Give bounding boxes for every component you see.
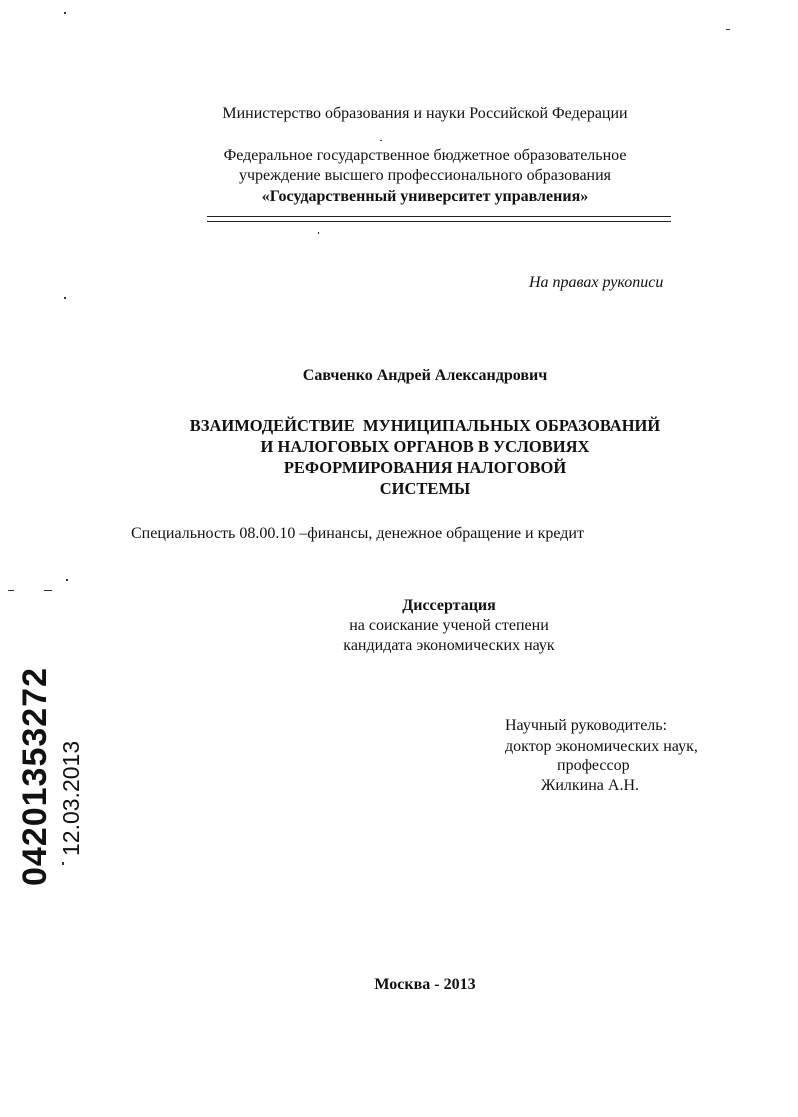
title-line-4: СИСТЕМЫ bbox=[379, 479, 471, 498]
scan-speck bbox=[44, 590, 52, 591]
city-year: Москва - 2013 bbox=[374, 976, 476, 993]
dissertation-title bbox=[52, 415, 798, 499]
degree-heading: Диссертация bbox=[402, 597, 496, 614]
scan-speck bbox=[380, 140, 382, 141]
scan-speck bbox=[64, 12, 66, 14]
institution-line-2: учреждение высшего профессионального образования bbox=[238, 167, 612, 184]
degree-line-1: на соискание ученой степени bbox=[349, 617, 549, 634]
header-rule-bottom bbox=[207, 221, 671, 222]
supervisor-name: Жилкина А.Н. bbox=[541, 777, 639, 794]
title-line-3: РЕФОРМИРОВАНИЯ НАЛОГОВОЙ bbox=[283, 458, 567, 477]
registration-date: 12.03.2013 bbox=[58, 740, 84, 856]
supervisor-degree: доктор экономических наук, bbox=[505, 738, 698, 755]
institution-line-1: Федеральное государственное бюджетное образовательное bbox=[223, 147, 627, 164]
registration-number: 04201353272 bbox=[16, 666, 54, 886]
scan-speck bbox=[726, 29, 730, 30]
scan-speck bbox=[318, 232, 319, 234]
title-line-2: И НАЛОГОВЫХ ОРГАНОВ В УСЛОВИЯХ bbox=[260, 437, 590, 456]
degree-line-2: кандидата экономических наук bbox=[343, 637, 555, 654]
specialty-line: Специальность 08.00.10 –финансы, денежное обращение и кредит bbox=[131, 525, 584, 542]
author-name: Савченко Андрей Александрович bbox=[302, 367, 548, 384]
university-name: «Государственный университет управления» bbox=[261, 188, 589, 205]
manuscript-note: На правах рукописи bbox=[529, 274, 664, 291]
ministry-line: Министерство образования и науки Российской Федерации bbox=[222, 105, 628, 122]
scan-speck bbox=[62, 862, 64, 865]
supervisor-label: Научный руководитель: bbox=[505, 717, 668, 734]
title-line-1: ВЗАИМОДЕЙСТВИЕ МУНИЦИПАЛЬНЫХ ОБРАЗОВАНИЙ bbox=[189, 416, 661, 435]
scan-speck bbox=[64, 297, 66, 299]
scan-speck bbox=[66, 579, 68, 581]
header-rule-top bbox=[207, 216, 671, 217]
scan-speck bbox=[8, 590, 14, 591]
supervisor-title: профессор bbox=[557, 757, 630, 774]
